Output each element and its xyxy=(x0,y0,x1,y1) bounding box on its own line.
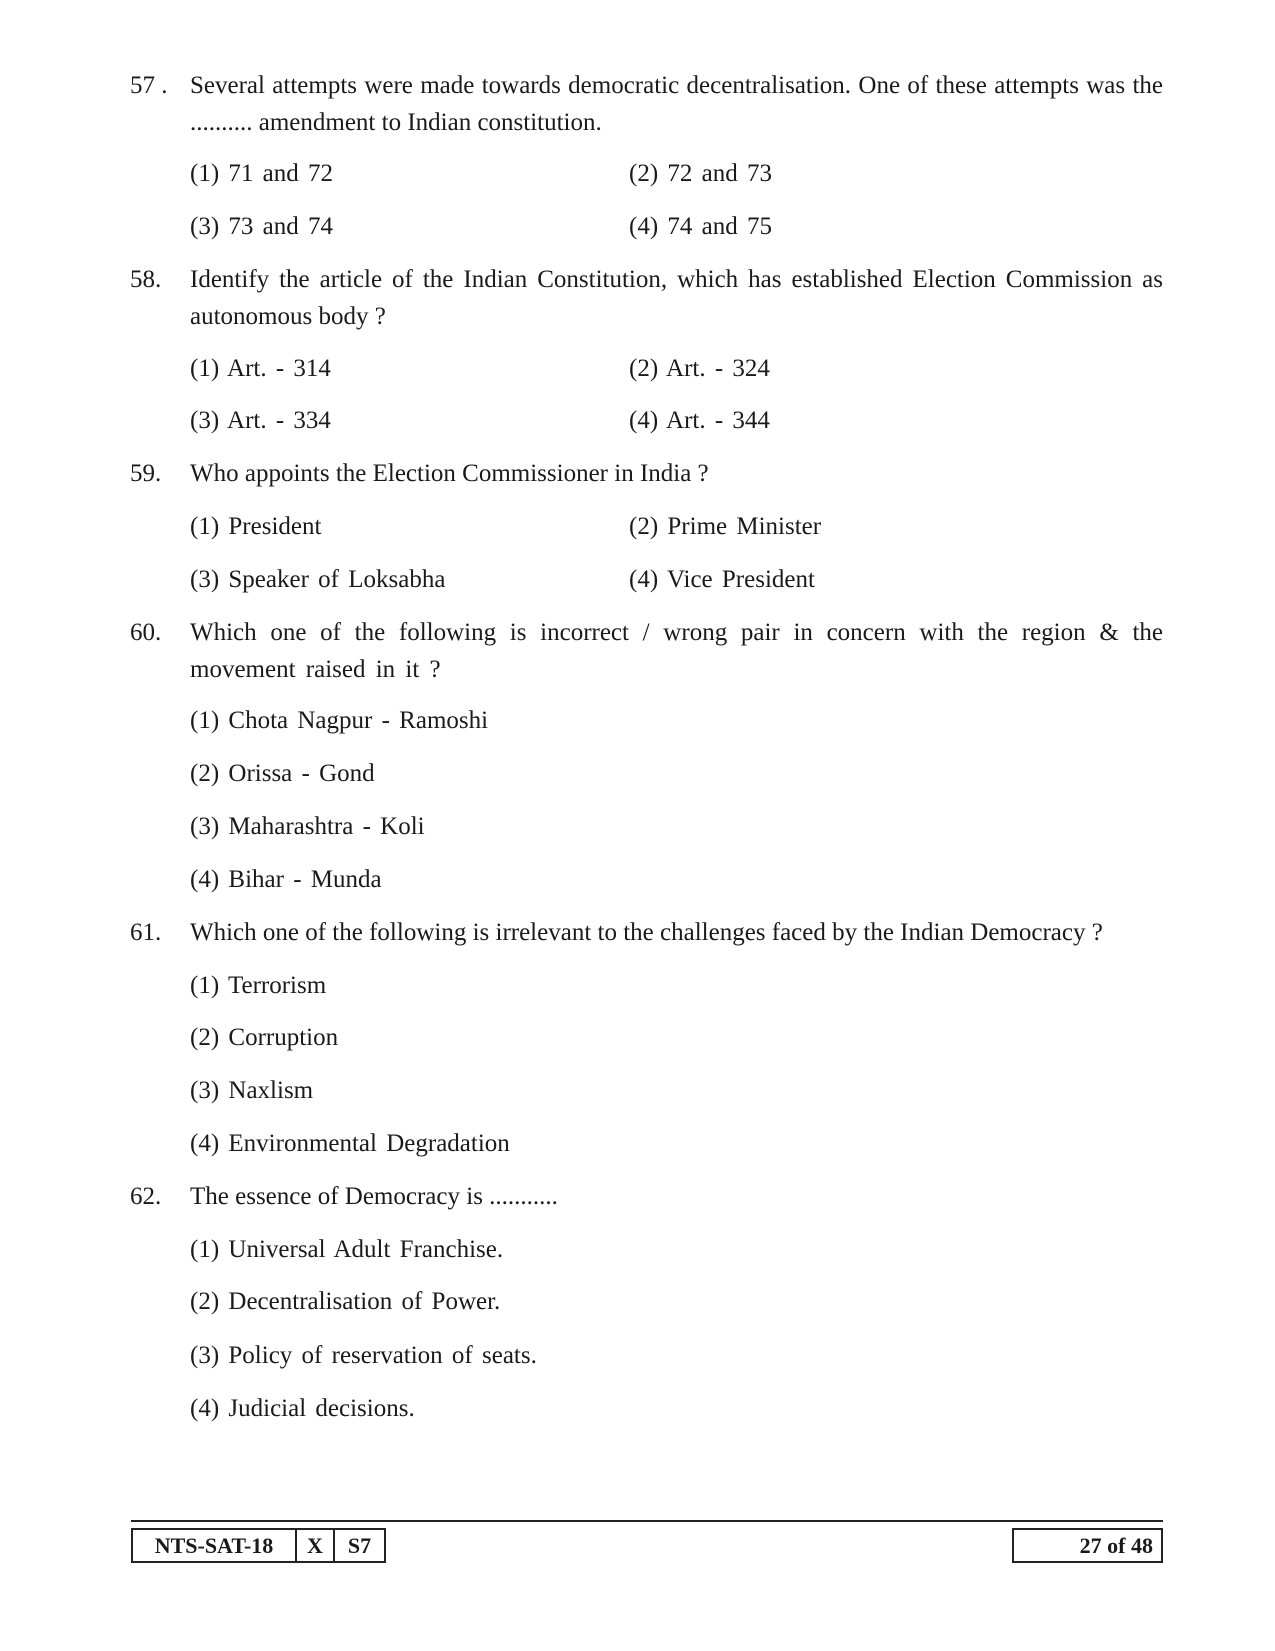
question-number: 61. xyxy=(130,919,162,946)
question-number: 60. xyxy=(130,619,162,646)
option: (1) Terrorism xyxy=(190,972,327,999)
paper-code-box xyxy=(131,1528,386,1563)
option: (4) Bihar - Munda xyxy=(190,866,382,893)
option: (3) Speaker of Loksabha xyxy=(190,566,446,593)
option: (1) President xyxy=(190,513,322,540)
option: (2) Orissa - Gond xyxy=(190,760,375,787)
question-text: Several attempts were made towards democratic decentralisation. One of these attempts was the .......... amendment to Indian constitution. xyxy=(190,72,1163,136)
option: (2) 72 and 73 xyxy=(629,160,772,187)
option: (1) Art. - 314 xyxy=(190,355,331,382)
footer-divider xyxy=(131,1520,1163,1522)
option: (2) Decentralisation of Power. xyxy=(190,1288,501,1315)
question-number: 58. xyxy=(130,266,162,293)
question-text: The essence of Democracy is ........... xyxy=(190,1183,558,1210)
option: (3) 73 and 74 xyxy=(190,213,333,240)
question-text: Who appoints the Election Commissioner in India ? xyxy=(190,460,709,487)
option: (1) Chota Nagpur - Ramoshi xyxy=(190,707,489,734)
page-number: 27 of 48 xyxy=(1079,1532,1153,1558)
question-number: 62. xyxy=(130,1183,162,1210)
option: (3) Art. - 334 xyxy=(190,407,331,434)
option: (4) Art. - 344 xyxy=(629,407,770,434)
option: (3) Naxlism xyxy=(190,1077,314,1104)
question-number: 59. xyxy=(130,460,162,487)
class-code: X xyxy=(297,1530,335,1561)
question-text: Which one of the following is incorrect / wrong pair in concern with the region & the movement raised in it ? xyxy=(190,619,1163,683)
option: (4) Judicial decisions. xyxy=(190,1395,415,1422)
option: (4) 74 and 75 xyxy=(629,213,772,240)
option: (1) 71 and 72 xyxy=(190,160,333,187)
paper-code: NTS-SAT-18 xyxy=(133,1530,297,1561)
question-text: Identify the article of the Indian Constitution, which has established Election Commission as autonomous body ? xyxy=(190,266,1163,330)
page-number-box xyxy=(1012,1528,1163,1563)
subject-code: S7 xyxy=(347,1532,372,1558)
option: (2) Art. - 324 xyxy=(629,355,770,382)
option: (4) Vice President xyxy=(629,566,815,593)
option: (2) Corruption xyxy=(190,1024,339,1051)
question-text: Which one of the following is irrelevant to the challenges faced by the Indian Democracy ? xyxy=(190,919,1103,946)
option: (1) Universal Adult Franchise. xyxy=(190,1236,504,1263)
option: (4) Environmental Degradation xyxy=(190,1130,510,1157)
option: (3) Maharashtra - Koli xyxy=(190,813,425,840)
option: (2) Prime Minister xyxy=(629,513,822,540)
question-number: 57 . xyxy=(130,72,168,99)
option: (3) Policy of reservation of seats. xyxy=(190,1342,537,1369)
